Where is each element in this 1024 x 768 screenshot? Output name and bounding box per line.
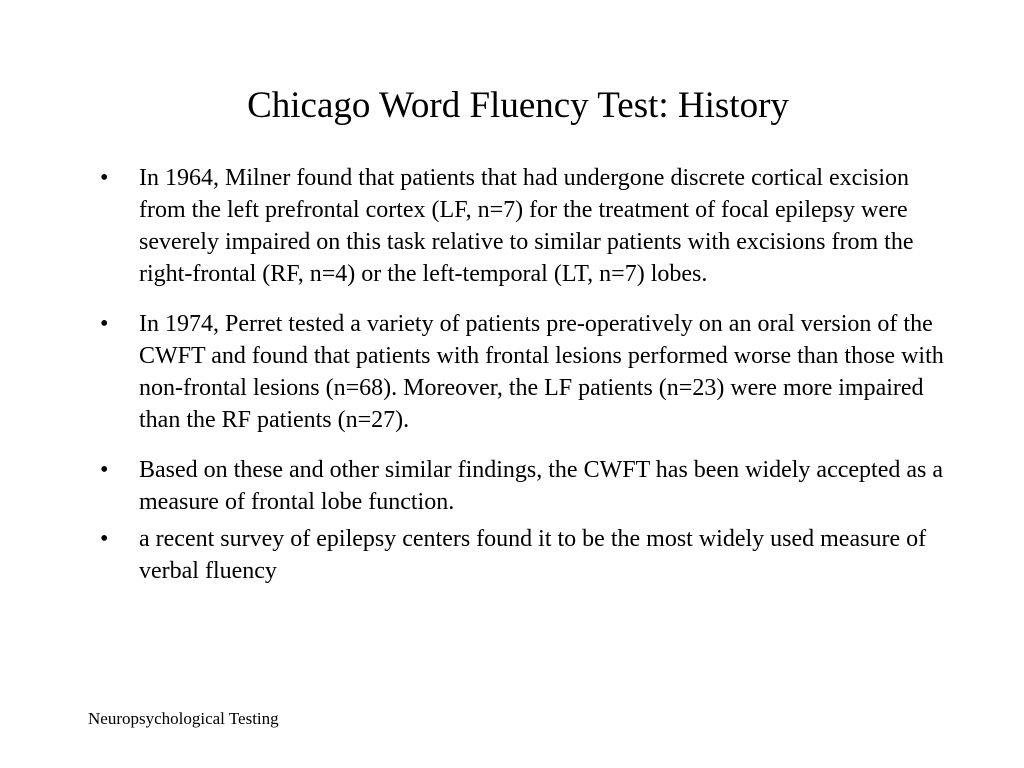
bullet-item-survey [100,523,960,587]
bullet-icon: • [100,311,109,337]
bullet-item-findings [100,454,960,518]
slide-title: Chicago Word Fluency Test: History [247,85,789,126]
bullet-text: Based on these and other similar findings, the CWFT has been widely accepted as a measure of frontal lobe function. [139,457,943,515]
bullet-icon: • [100,457,109,483]
bullet-text: a recent survey of epilepsy centers found it to be the most widely used measure of verbal fluency [139,526,927,584]
bullet-icon: • [100,165,109,191]
bullet-icon: • [100,526,109,552]
bullet-item-milner [100,162,960,290]
bullet-item-perret [100,308,960,436]
bullet-text: In 1964, Milner found that patients that had undergone discrete cortical excision from the left prefrontal cortex (LF, n=7) for the treatment of focal epilepsy were severely impaired on this task relative to similar patients with excisions from the right-frontal (RF, n=4) or the left-temporal (LT, n=7) lobes. [139,165,914,287]
slide-footer: Neuropsychological Testing [88,709,279,728]
bullet-list [100,162,960,587]
bullet-text: In 1974, Perret tested a variety of patients pre-operatively on an oral version of the CWFT and found that patients with frontal lesions performed worse than those with non-frontal lesions (n=68). Moreover, the LF patients (n=23) were more impaired than the RF patients (n=27). [139,311,944,433]
